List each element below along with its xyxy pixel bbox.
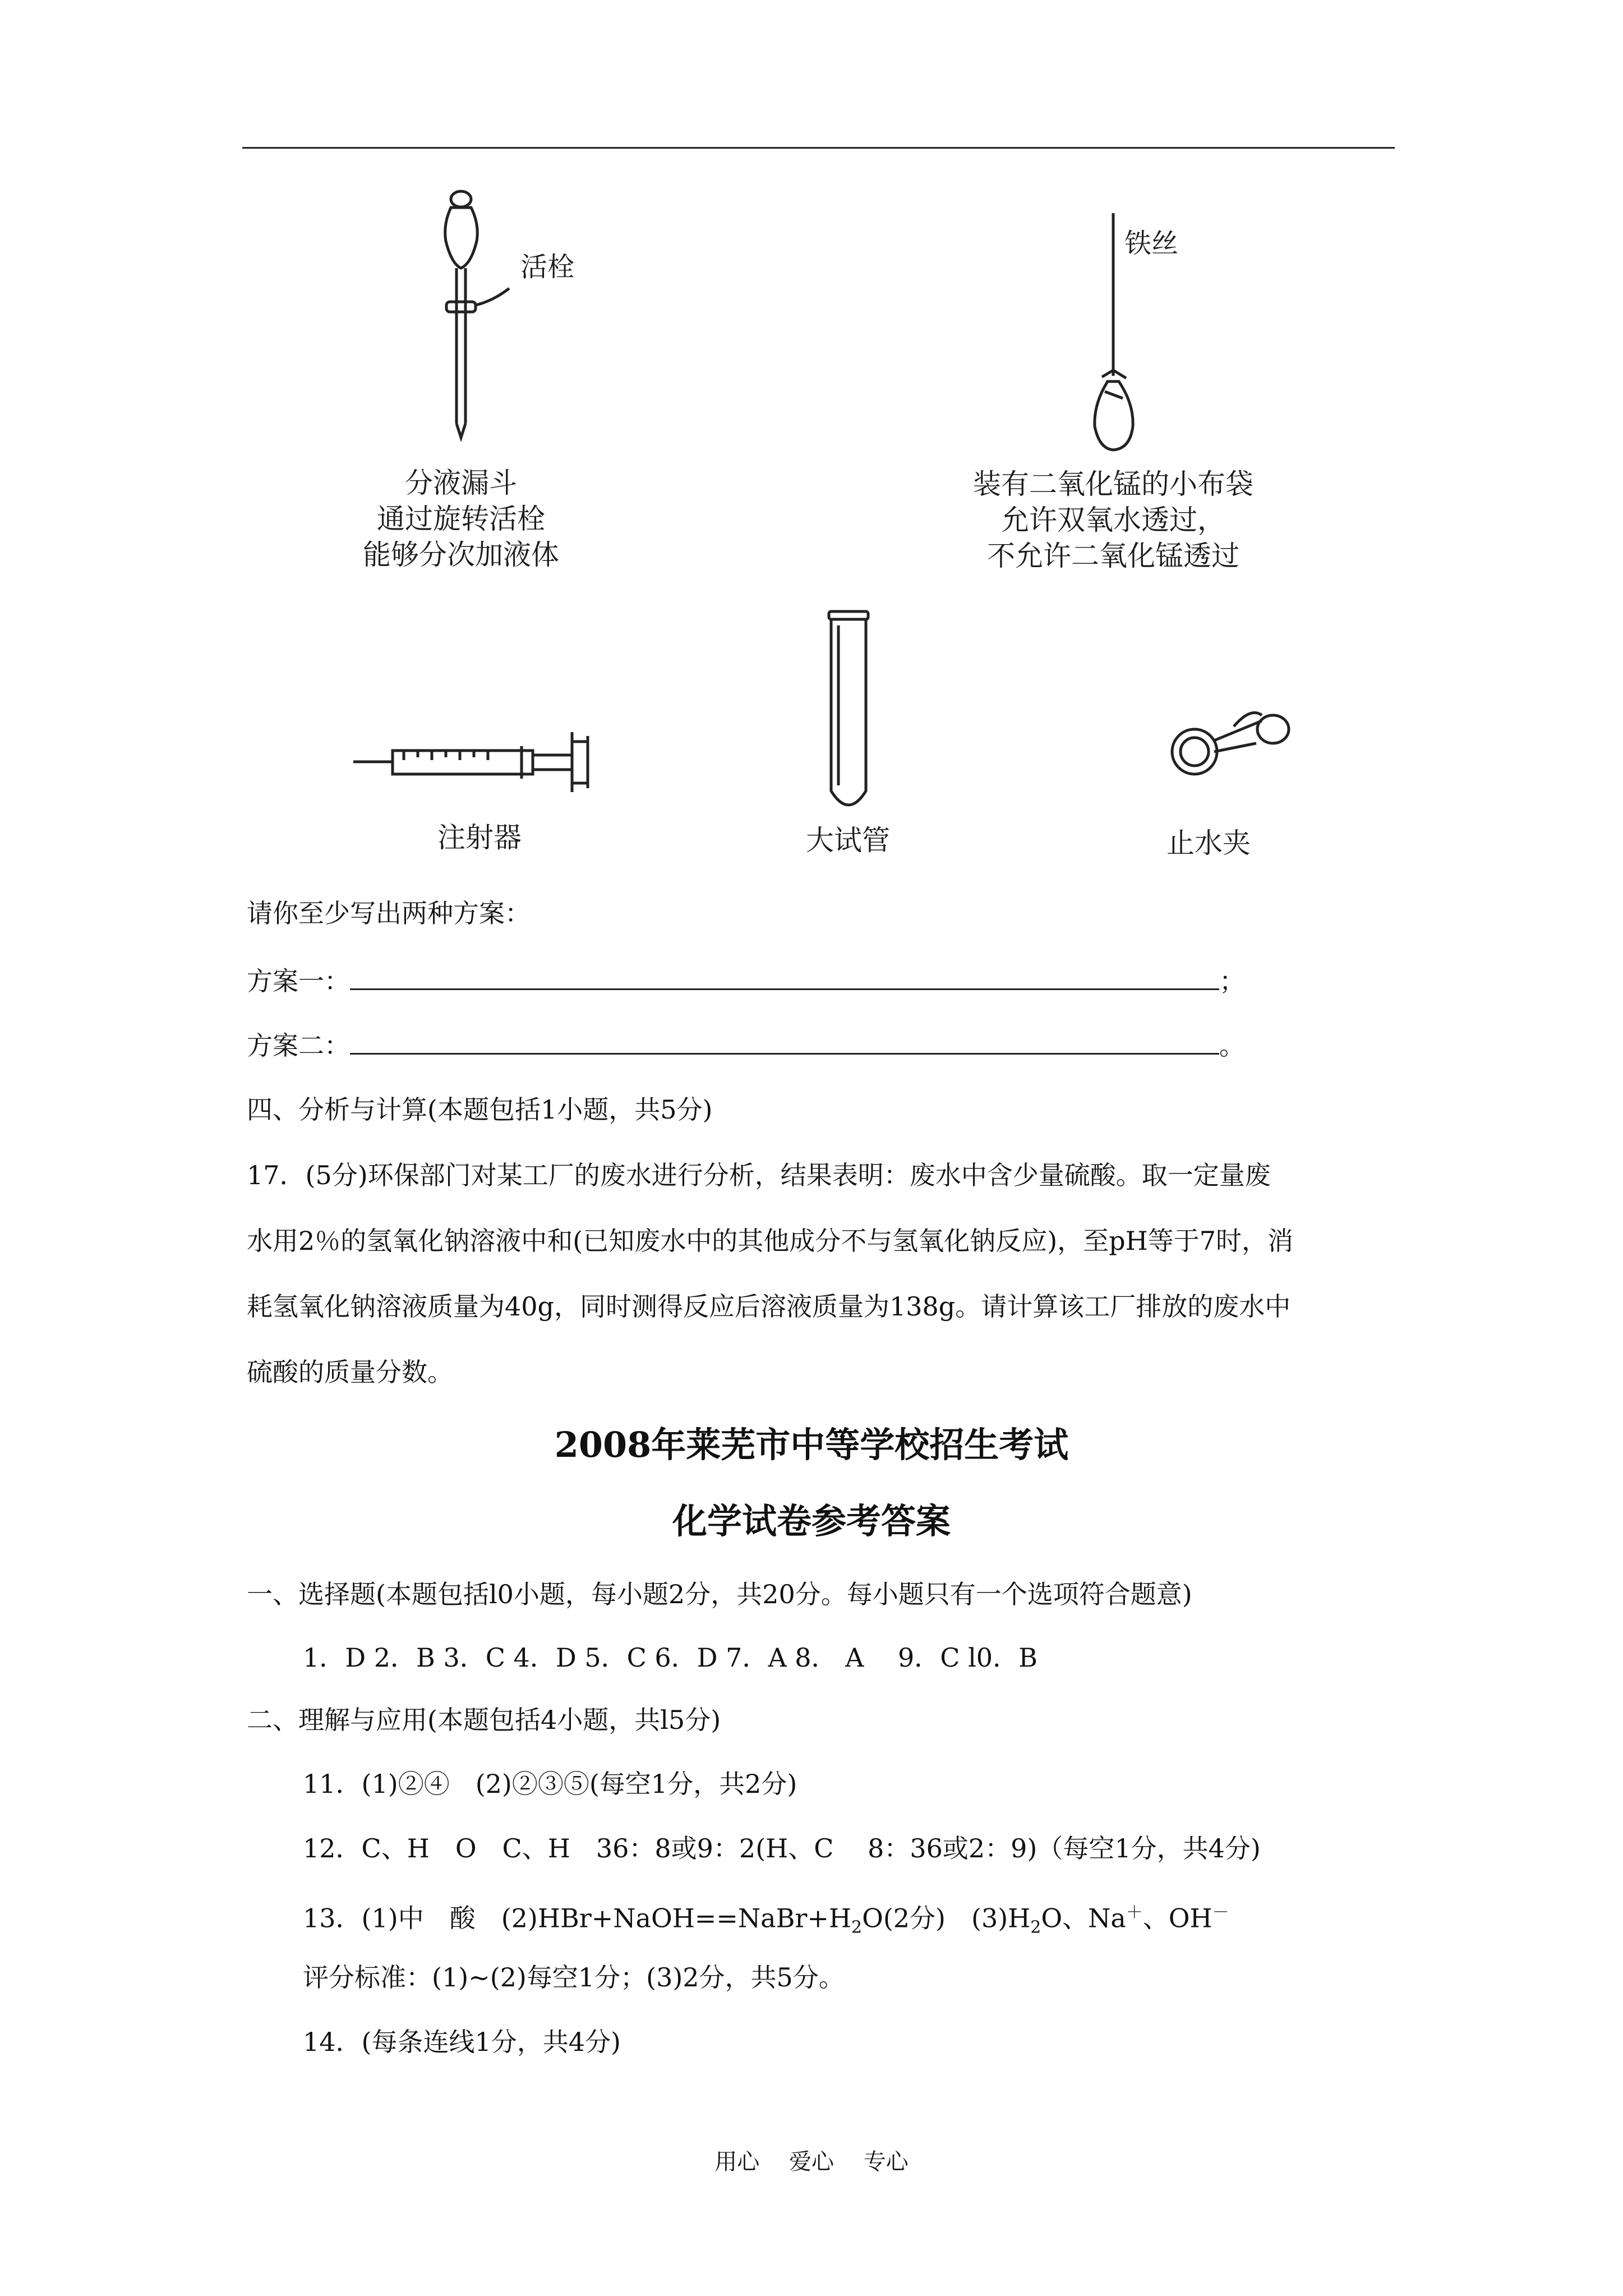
bag-caption-3: 不允许二氧化锰透过 xyxy=(987,540,1239,572)
plan-prompt: 请你至少写出两种方案： xyxy=(247,898,531,928)
section-four-heading: 四、分析与计算(本题包括1小题，共5分) xyxy=(247,1094,713,1125)
apparatus-figure xyxy=(331,168,1318,875)
iron-wire-label: 铁丝 xyxy=(1124,228,1179,259)
funnel-caption-1: 分液漏斗 xyxy=(405,467,517,499)
test-tube-icon xyxy=(829,611,868,805)
answer-title-key: 化学试卷参考答案 xyxy=(672,1501,951,1542)
plan-two-end: 。 xyxy=(1219,1030,1245,1061)
answer-12: 12．C、H O C、H 36：8或9：2(H、C 8：36或2：9)（每空1分，共4分) xyxy=(303,1833,1261,1864)
question-17-line-4: 硫酸的质量分数。 xyxy=(247,1357,453,1387)
valve-label: 活栓 xyxy=(520,251,575,283)
bag-caption-2: 允许双氧水透过， xyxy=(1001,504,1225,536)
answer-13-sup-2: － xyxy=(1212,1903,1229,1922)
bag-caption-1: 装有二氧化锰的小布袋 xyxy=(973,468,1253,500)
syringe-icon xyxy=(353,732,588,792)
funnel-caption-2: 通过旋转活栓 xyxy=(377,503,545,535)
page-footer: 用心 爱心 专心 xyxy=(714,2149,909,2175)
answer-13-scoring: 评分标准：(1)~(2)每空1分；(3)2分，共5分。 xyxy=(303,1962,845,1993)
syringe-caption: 注射器 xyxy=(437,821,522,854)
plan-one-end: ； xyxy=(1219,966,1245,996)
plan-one-label: 方案一： xyxy=(247,966,350,996)
answer-13-sub-2: 2 xyxy=(1030,1917,1041,1938)
plan-two-label: 方案二： xyxy=(247,1030,350,1061)
question-17-line-2: 水用2％的氢氧化钠溶液中和(已知废水中的其他成分不与氢氧化钠反应)，至pH等于7时，消 xyxy=(247,1226,1293,1256)
answer-14: 14．(每条连线1分，共4分) xyxy=(303,2027,621,2057)
answer-13-sub-1: 2 xyxy=(851,1917,863,1938)
answer-13-part-1: 13．(1)中 酸 (2)HBr+NaOH==NaBr+H xyxy=(303,1903,852,1934)
question-17-line-1: 17．(5分)环保部门对某工厂的废水进行分析，结果表明：废水中含少量硫酸。取一定量废 xyxy=(247,1160,1271,1190)
header-rule xyxy=(242,147,1395,149)
answer-13-part-3: O、Na xyxy=(1041,1903,1126,1934)
test-tube-caption: 大试管 xyxy=(806,824,890,857)
answer-11: 11．(1)②④ (2)②③⑤(每空1分，共2分) xyxy=(303,1769,797,1799)
plan-two-row xyxy=(247,1028,1245,1062)
answer-13-part-2: O(2分) (3)H xyxy=(862,1903,1031,1934)
plan-two-answer-blank[interactable] xyxy=(350,1028,1219,1055)
answer-section-two: 二、理解与应用(本题包括4小题，共l5分) xyxy=(247,1705,721,1735)
apparatus-drawing xyxy=(331,168,1318,875)
plan-one-row xyxy=(247,964,1245,998)
answer-13-part-4: 、OH xyxy=(1142,1903,1212,1934)
answer-section-one: 一、选择题(本题包括l0小题，每小题2分，共20分。每小题只有一个选项符合题意) xyxy=(247,1579,1192,1609)
plan-one-answer-blank[interactable] xyxy=(350,964,1219,990)
separatory-funnel-icon xyxy=(445,191,509,438)
answer-13 xyxy=(303,1896,1229,1945)
question-17-line-3: 耗氢氧化钠溶液质量为40g，同时测得反应后溶液质量为138g。请计算该工厂排放的废水中 xyxy=(247,1291,1291,1322)
answer-title-exam: 2008年莱芜市中等学校招生考试 xyxy=(554,1424,1069,1465)
answer-multiple-choice: 1．D 2．B 3．C 4．D 5．C 6．D 7．A 8． A 9．C l0．B xyxy=(303,1642,1038,1673)
water-clamp-icon xyxy=(1172,713,1289,775)
clamp-caption: 止水夹 xyxy=(1166,827,1251,859)
answer-13-sup-1: ＋ xyxy=(1126,1903,1143,1922)
funnel-caption-3: 能够分次加液体 xyxy=(363,539,559,571)
